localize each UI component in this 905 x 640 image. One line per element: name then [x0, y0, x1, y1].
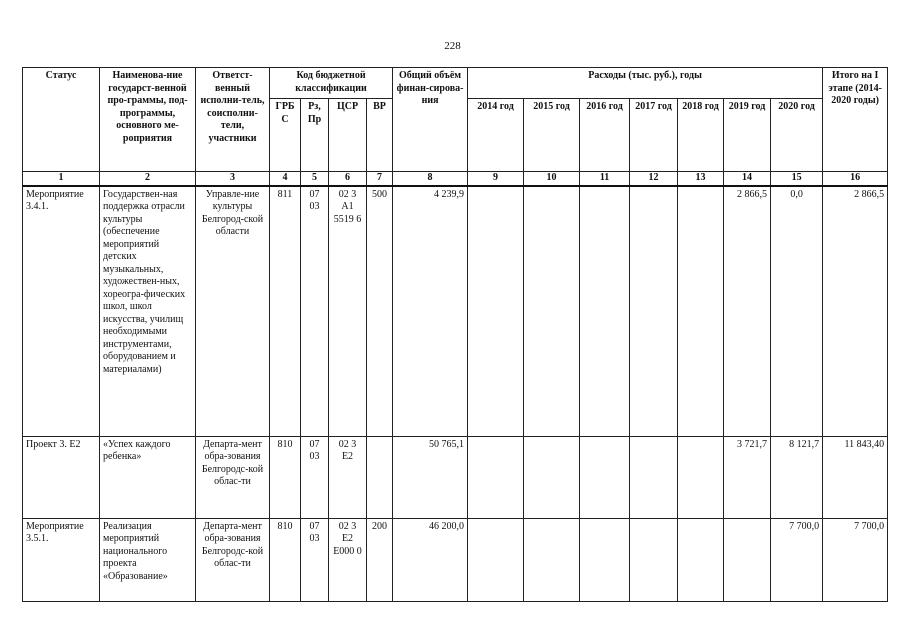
row-year-2015 [524, 518, 580, 601]
row-year-2017 [630, 518, 678, 601]
header-year-2015: 2015 год [524, 99, 580, 172]
row-status: Проект 3. Е2 [23, 436, 100, 518]
row-grbs: 810 [270, 436, 301, 518]
row-year-2018 [678, 186, 724, 437]
row-total: 4 239,9 [393, 186, 468, 437]
row-vr: 500 [367, 186, 393, 437]
row-name: «Успех каждого ребенка» [100, 436, 196, 518]
row-total: 46 200,0 [393, 518, 468, 601]
header-rzpr: Рз, Пр [301, 99, 329, 172]
column-number-row [23, 172, 888, 186]
row-year-2015 [524, 436, 580, 518]
header-year-2018: 2018 год [678, 99, 724, 172]
page-number: 228 [444, 40, 461, 52]
row-status: Мероприятие 3.4.1. [23, 186, 100, 437]
column-number: 7 [367, 172, 393, 186]
row-total: 50 765,1 [393, 436, 468, 518]
column-number: 5 [301, 172, 329, 186]
header-responsible: Ответст-венный исполни-тель, соисполни-тели, участники [196, 68, 270, 172]
header-status: Статус [23, 68, 100, 172]
column-number: 9 [468, 172, 524, 186]
row-year-2015 [524, 186, 580, 437]
column-number: 14 [724, 172, 771, 186]
budget-table [22, 67, 888, 602]
row-responsible: Управле-ние культуры Белгород-ской области [196, 186, 270, 437]
column-number: 16 [823, 172, 888, 186]
header-total: Общий объём финан-сирова-ния [393, 68, 468, 172]
row-rzpr: 07 03 [301, 186, 329, 437]
table-row [23, 436, 888, 518]
row-vr: 200 [367, 518, 393, 601]
header-year-2017: 2017 год [630, 99, 678, 172]
header-itogo: Итого на I этапе (2014-2020 годы) [823, 68, 888, 172]
row-year-2020: 8 121,7 [771, 436, 823, 518]
row-year-2018 [678, 518, 724, 601]
row-year-2017 [630, 186, 678, 437]
row-year-2014 [468, 436, 524, 518]
row-responsible: Департа-мент обра-зования Белгородс-кой облас-ти [196, 518, 270, 601]
row-grbs: 811 [270, 186, 301, 437]
header-name: Наименова-ние государст-венной про-граммы, под-программы, основного ме-роприятия [100, 68, 196, 172]
row-year-2019: 3 721,7 [724, 436, 771, 518]
row-year-2016 [580, 436, 630, 518]
column-number: 3 [196, 172, 270, 186]
header-year-2014: 2014 год [468, 99, 524, 172]
row-name: Государствен-ная поддержка отрасли культуры (обеспечение мероприятий детских музыкальных, художествен-ных, хореогра-фических школ, школ искусства, училищ необходимыми инструментами, оборудованием и материалами) [100, 186, 196, 437]
row-responsible: Департа-мент обра-зования Белгородс-кой облас-ти [196, 436, 270, 518]
row-year-2016 [580, 186, 630, 437]
column-number: 13 [678, 172, 724, 186]
table-row [23, 518, 888, 601]
table-row [23, 186, 888, 437]
row-csr: 02 3 Е2 Е000 0 [329, 518, 367, 601]
column-number: 10 [524, 172, 580, 186]
row-rzpr: 07 03 [301, 436, 329, 518]
row-vr [367, 436, 393, 518]
row-grbs: 810 [270, 518, 301, 601]
row-itogo: 11 843,40 [823, 436, 888, 518]
header-year-2020: 2020 год [771, 99, 823, 172]
column-number: 8 [393, 172, 468, 186]
row-csr: 02 3 Е2 [329, 436, 367, 518]
row-itogo: 2 866,5 [823, 186, 888, 437]
column-number: 15 [771, 172, 823, 186]
column-number: 12 [630, 172, 678, 186]
column-number: 1 [23, 172, 100, 186]
header-grbs: ГРБ С [270, 99, 301, 172]
column-number: 11 [580, 172, 630, 186]
header-vr: ВР [367, 99, 393, 172]
column-number: 2 [100, 172, 196, 186]
row-year-2019: 2 866,5 [724, 186, 771, 437]
row-rzpr: 07 03 [301, 518, 329, 601]
header-expenses: Расходы (тыс. руб.), годы [468, 68, 823, 99]
header-year-2019: 2019 год [724, 99, 771, 172]
row-itogo: 7 700,0 [823, 518, 888, 601]
row-year-2017 [630, 436, 678, 518]
column-number: 4 [270, 172, 301, 186]
row-year-2014 [468, 518, 524, 601]
column-number: 6 [329, 172, 367, 186]
header-csr: ЦСР [329, 99, 367, 172]
row-csr: 02 3 А1 5519 6 [329, 186, 367, 437]
row-year-2019 [724, 518, 771, 601]
row-year-2020: 7 700,0 [771, 518, 823, 601]
row-year-2014 [468, 186, 524, 437]
row-status: Мероприятие 3.5.1. [23, 518, 100, 601]
header-budget-code: Код бюджетной классификации [270, 68, 393, 99]
row-year-2016 [580, 518, 630, 601]
row-year-2020: 0,0 [771, 186, 823, 437]
row-year-2018 [678, 436, 724, 518]
header-year-2016: 2016 год [580, 99, 630, 172]
row-name: Реализация мероприятий национального проекта «Образование» [100, 518, 196, 601]
